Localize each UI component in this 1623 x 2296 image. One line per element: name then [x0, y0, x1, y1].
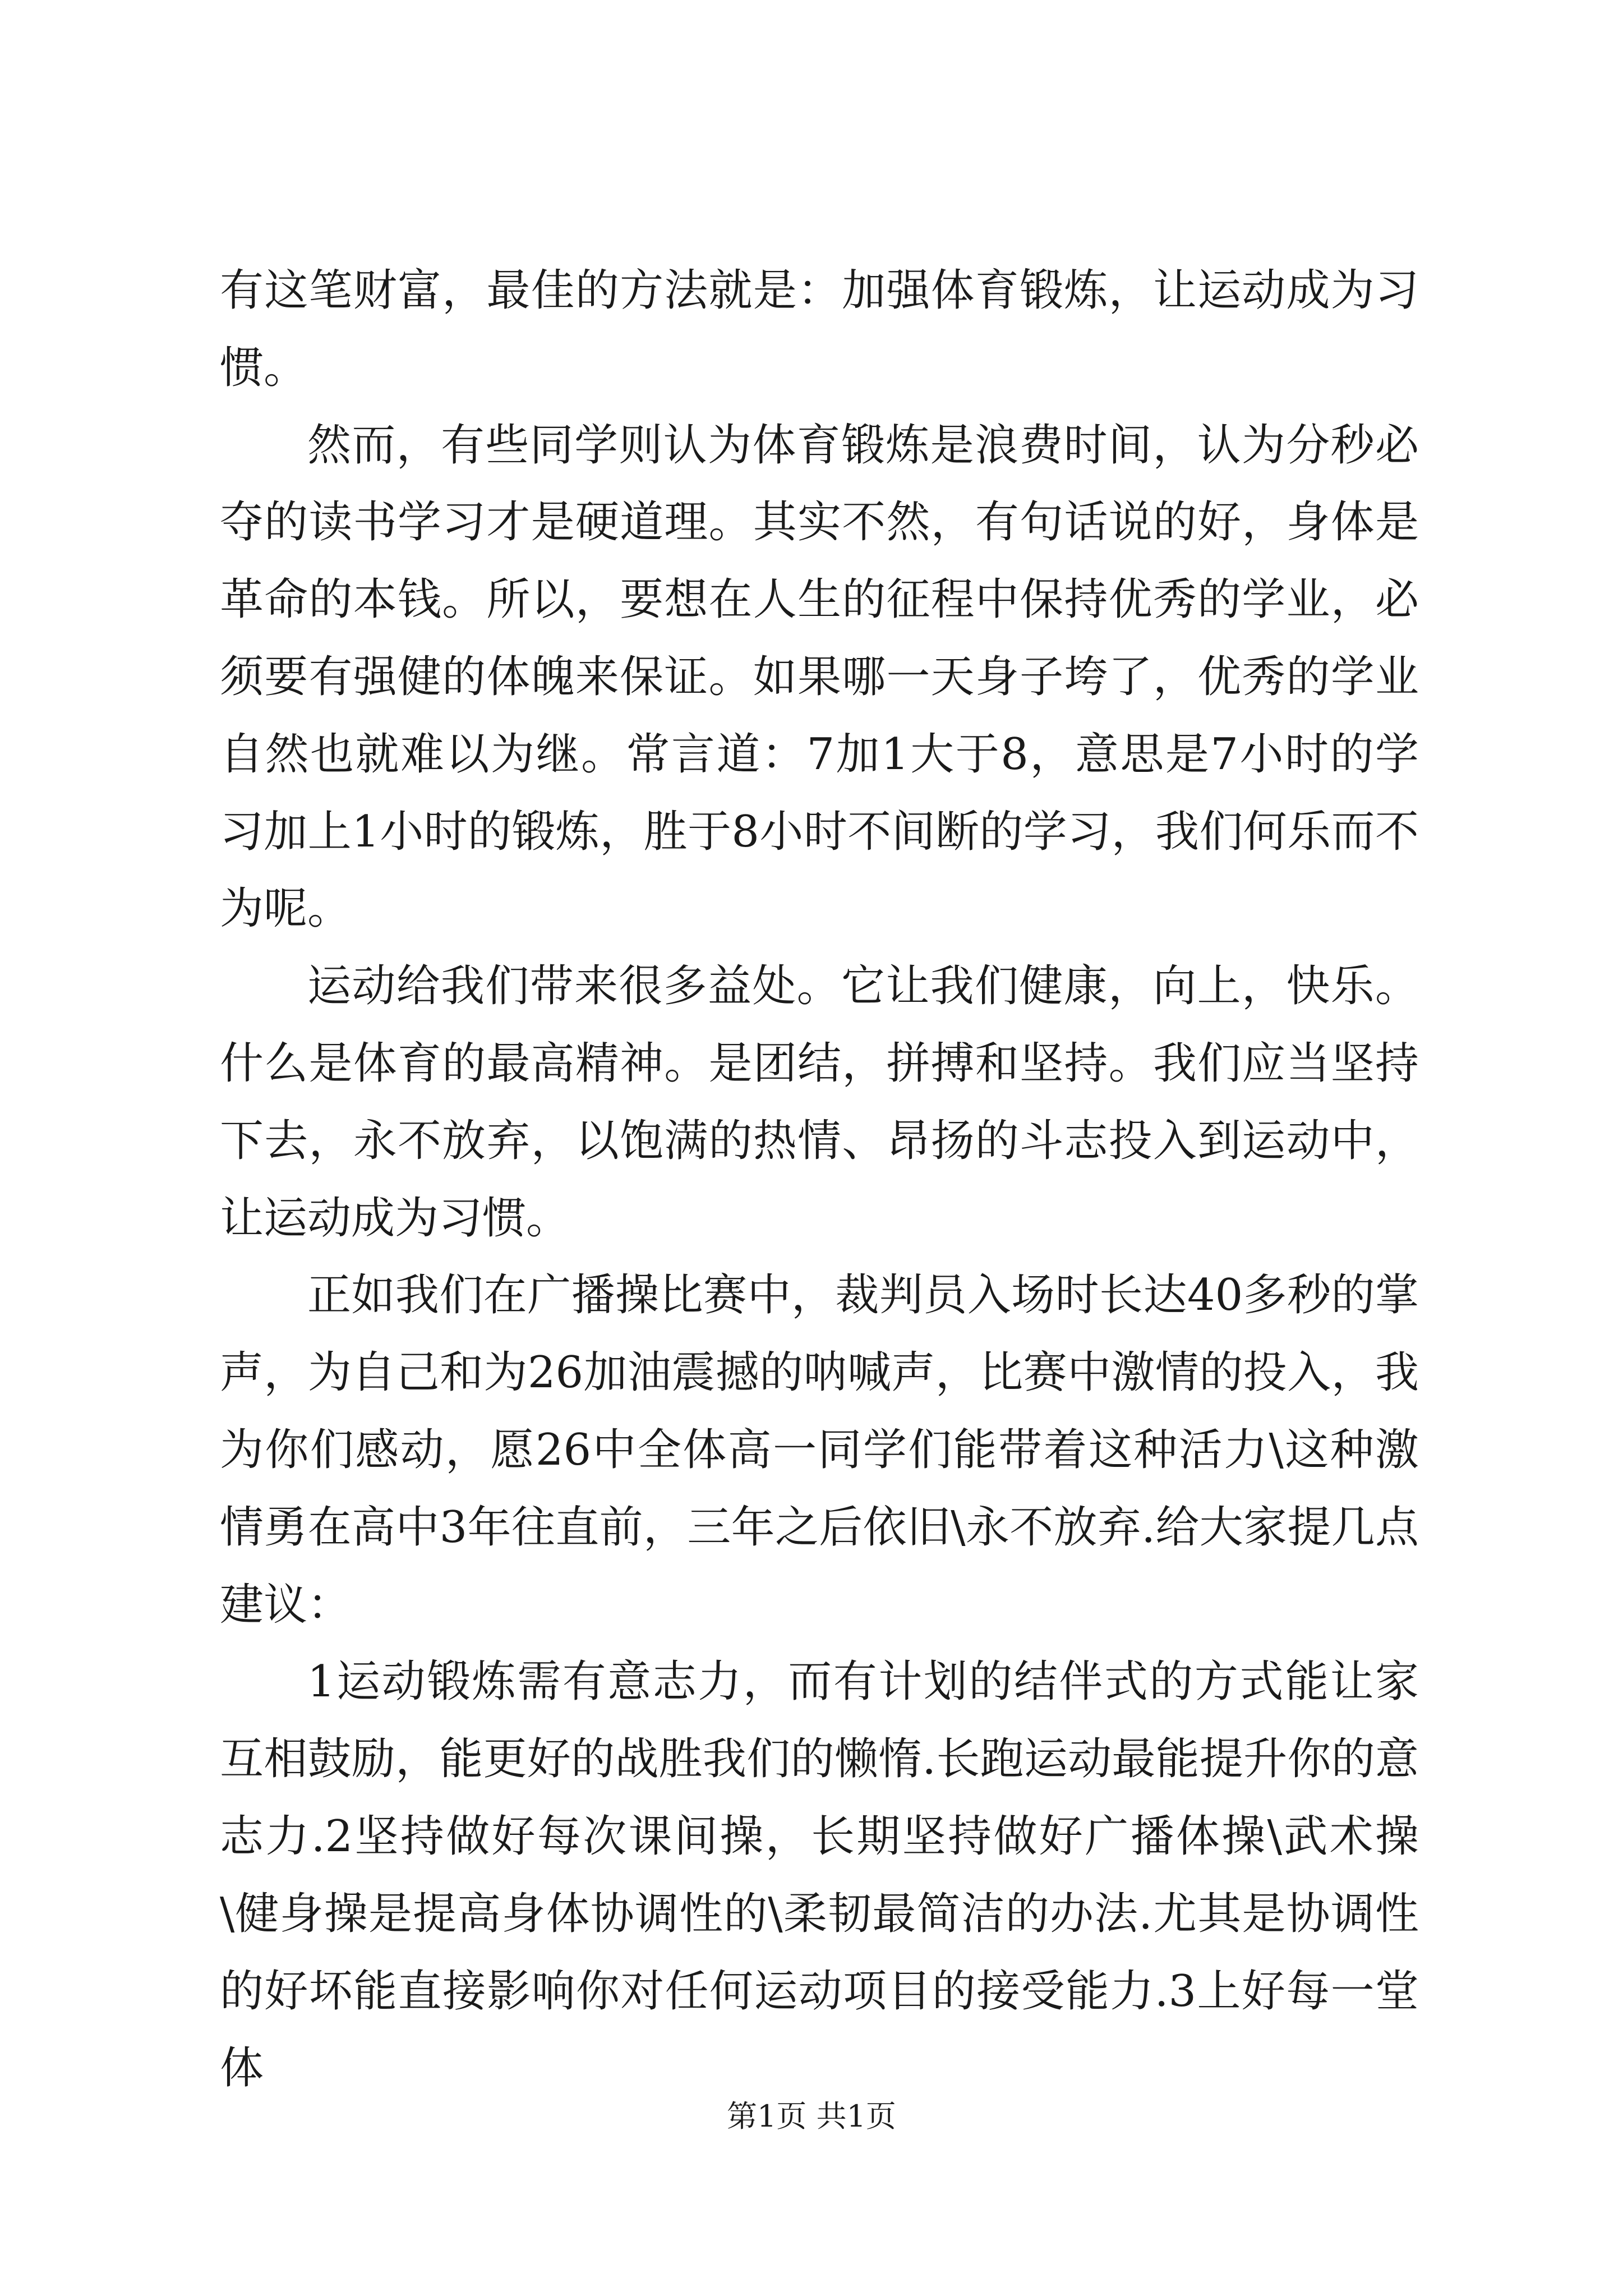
- paragraph-4: 正如我们在广播操比赛中，裁判员入场时长达40多秒的掌声，为自己和为26加油震撼的呐喊声，比赛中激情的投入，我为你们感动，愿26中全体高一同学们能带着这种活力\这种激情勇在高中3年往直前，三年之后依旧\永不放弃.给大家提几点建议：: [220, 1270, 1419, 1630]
- document-body: [220, 252, 1419, 2108]
- paragraph-2: 然而，有些同学则认为体育锻炼是浪费时间，认为分秒必夺的读书学习才是硬道理。其实不然，有句话说的好，身体是革命的本钱。所以，要想在人生的征程中保持优秀的学业，必须要有强健的体魄来保证。如果哪一天身子垮了，优秀的学业自然也就难以为继。常言道：7加1大于8，意思是7小时的学习加上1小时的锻炼，胜于8小时不间断的学习，我们何乐而不为呢。: [220, 420, 1419, 935]
- paragraph-3: 运动给我们带来很多益处。它让我们健康，向上，快乐。什么是体育的最高精神。是团结，拼搏和坚持。我们应当坚持下去，永不放弃，以饱满的热情、昂扬的斗志投入到运动中，让运动成为习惯。: [220, 961, 1419, 1244]
- paragraph-5: 1运动锻炼需有意志力，而有计划的结伴式的方式能让家互相鼓励，能更好的战胜我们的懒惰.长跑运动最能提升你的意志力.2坚持做好每次课间操，长期坚持做好广播体操\武术操\健身操是提高身体协调性的\柔韧最简洁的办法.尤其是协调性的好坏能直接影响你对任何运动项目的接受能力.3上好每一堂体: [220, 1657, 1419, 2094]
- paragraph-1: 有这笔财富，最佳的方法就是：加强体育锻炼，让运动成为习惯。: [220, 265, 1419, 393]
- page-footer: 第1页 共1页: [727, 2099, 896, 2134]
